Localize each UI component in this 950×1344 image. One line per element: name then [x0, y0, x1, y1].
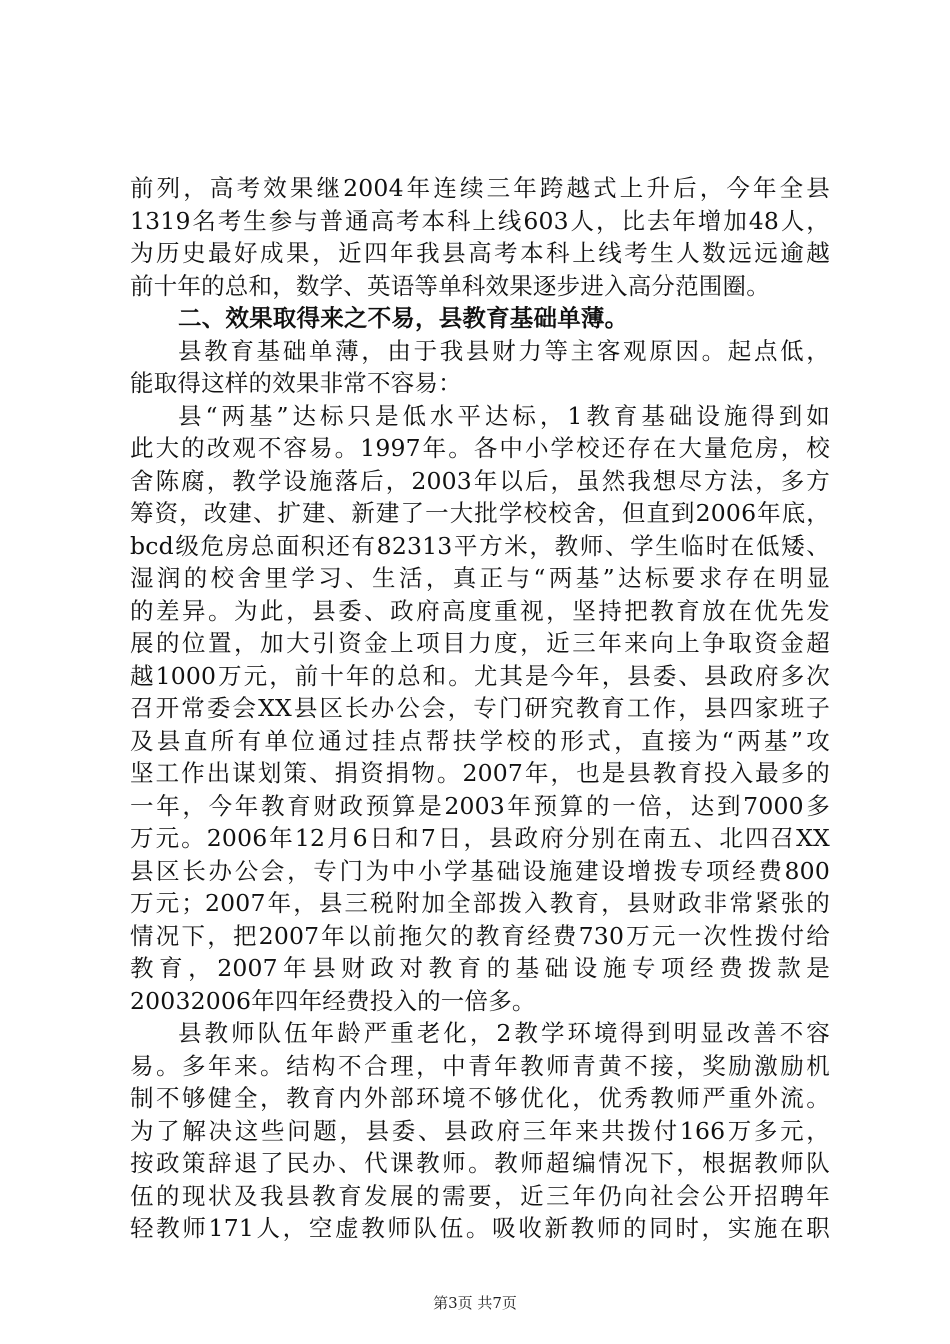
text-line: 及县直所有单位通过挂点帮扶学校的形式，直接为“两基”攻	[130, 726, 830, 755]
text-line: 制不够健全，教育内外部环境不够优化，优秀教师严重外流。	[130, 1084, 830, 1112]
text-line: 舍陈腐，教学设施落后，2003年以后，虽然我想尽方法，多方	[130, 466, 830, 495]
text-line: 万元；2007年，县三税附加全部拨入教育，县财政非常紧张的	[130, 889, 830, 917]
text-line: 越1000万元，前十年的总和。尤其是今年，县委、县政府多次	[130, 661, 830, 690]
text-line: 按政策辞退了民办、代课教师。教师超编情况下，根据教师队	[130, 1149, 830, 1177]
text-line: 县教育基础单薄，由于我县财力等主客观原因。起点低，	[178, 336, 830, 365]
text-line: 县区长办公会，专门为中小学基础设施建设增拨专项经费800	[130, 856, 830, 885]
text-line: 展的位置，加大引资金上项目力度，近三年来向上争取资金超	[130, 629, 830, 657]
text-line: 县教师队伍年龄严重老化，2教学环境得到明显改善不容	[178, 1019, 830, 1047]
text-line: 此大的改观不容易。1997年。各中小学校还存在大量危房，校	[130, 434, 830, 462]
document-body	[130, 172, 830, 1245]
page-footer: 第3页 共7页	[433, 1294, 517, 1312]
text-line: 筹资，改建、扩建、新建了一大批学校校舍，但直到2006年底，	[130, 499, 830, 527]
text-line: 湿润的校舍里学习、生活，真正与“两基”达标要求存在明显	[130, 564, 830, 592]
text-line: 易。多年来。结构不合理，中青年教师青黄不接，奖励激励机	[130, 1051, 830, 1080]
text-line: 万元。2006年12月6日和7日，县政府分别在南五、北四召XX	[130, 824, 830, 852]
text-line: 能取得这样的效果非常不容易：	[130, 369, 462, 397]
text-line: 伍的现状及我县教育发展的需要，近三年仍向社会公开招聘年	[130, 1181, 830, 1210]
text-line: 1319名考生参与普通高考本科上线603人，比去年增加48人，	[130, 206, 830, 235]
text-line: 县“两基”达标只是低水平达标，1教育基础设施得到如	[178, 401, 830, 430]
text-line: 为历史最好成果，近四年我县高考本科上线考生人数远远逾越	[130, 239, 830, 267]
text-line: 轻教师171人，空虚教师队伍。吸收新教师的同时，实施在职	[130, 1214, 830, 1242]
text-line: 坚工作出谋划策、捐资捐物。2007年，也是县教育投入最多的	[130, 759, 830, 787]
text-line: 教育，2007年县财政对教育的基础设施专项经费拨款是	[130, 954, 830, 982]
text-line: 的差异。为此，县委、政府高度重视，坚持把教育放在优先发	[130, 596, 830, 625]
text-line: 情况下，把2007年以前拖欠的教育经费730万元一次性拨付给	[130, 921, 830, 950]
text-line: 一年，今年教育财政预算是2003年预算的一倍，达到7000多	[130, 791, 830, 820]
text-line: 为了解决这些问题，县委、县政府三年来共拨付166万多元，	[130, 1116, 830, 1145]
text-line: 召开常委会XX县区长办公会，专门研究教育工作，县四家班子	[130, 694, 830, 722]
text-line: 20032006年四年经费投入的一倍多。	[130, 986, 536, 1015]
section-heading: 二、效果取得来之不易，县教育基础单薄。	[178, 304, 629, 332]
text-line: 前列，高考效果继2004年连续三年跨越式上升后，今年全县	[130, 174, 830, 202]
text-line: 前十年的总和，数学、英语等单科效果逐步进入高分范围圈。	[130, 271, 770, 300]
text-line: bcd级危房总面积还有82313平方米，教师、学生临时在低矮、	[130, 531, 830, 560]
